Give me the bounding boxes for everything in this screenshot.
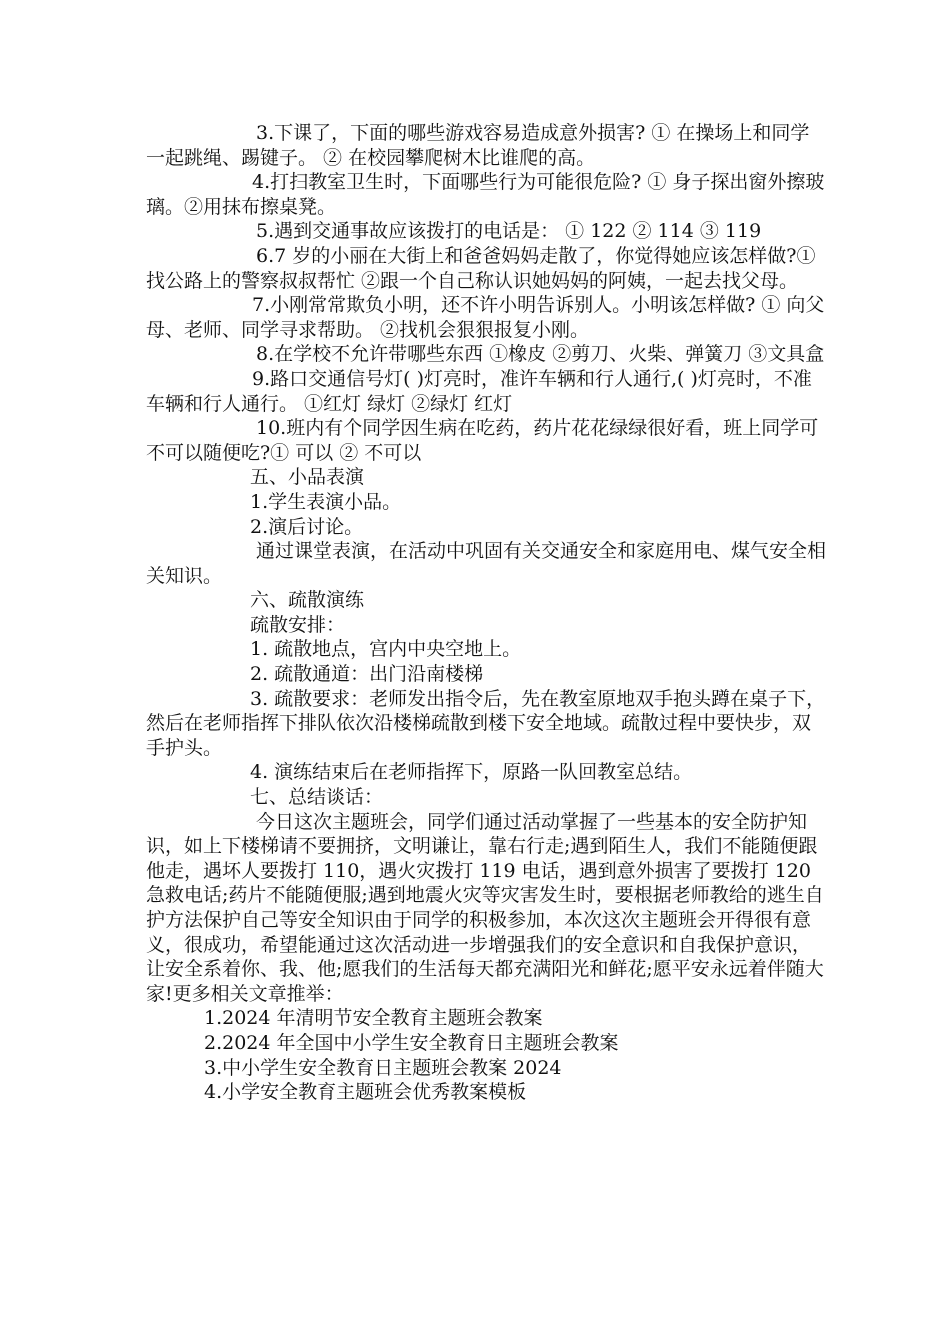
section-heading-evacuation: 六、疏散演练: [250, 589, 365, 612]
question-10: 10.班内有个同学因生病在吃药，药片花花绿绿很好看，班上同学可不可以随便吃?① 可以 ② 不可以: [146, 417, 819, 464]
related-article-link[interactable]: 4.小学安全教育主题班会优秀教案模板: [204, 1081, 527, 1104]
skit-step-1: 1.学生表演小品。: [250, 490, 402, 513]
question-5: 5.遇到交通事故应该拨打的电话是： ① 122 ② 114 ③ 119: [256, 220, 762, 243]
question-9: 9.路口交通信号灯( )灯亮时，准许车辆和行人通行,( )灯亮时，不准车辆和行人通行。 ①红灯 绿灯 ②绿灯 红灯: [146, 367, 812, 415]
related-article-link[interactable]: 2.2024 年全国中小学生安全教育日主题班会教案: [204, 1031, 619, 1054]
summary-paragraph: 今日这次主题班会，同学们通过活动掌握了一些基本的安全防护知识，如上下楼梯请不要拥挤，文明谦让，靠右行走;遇到陌生人，我们不能随便跟他走，遇坏人要拨打 110，遇火灾拨打 119 电话，遇到意外损害了要拨打 120 急救电话;药片不能随便服;遇到地震火灾等灾害发生时，要根据老师教给的逃生自护方法保护自己等安全知识由于同学的积极参加，本次这次主题班会开得很有意义，很成功，希望能通过这次活动进一步增强我们的安全意识和自我保护意识，让安全系着你、我、他;愿我们的生活每天都充满阳光和鲜花;愿平安永远着伴随大家!更多相关文章推举：: [146, 810, 824, 1005]
section-heading-skit: 五、小品表演: [250, 466, 365, 489]
document-body: [146, 121, 826, 1105]
question-3: 3.下课了，下面的哪些游戏容易造成意外损害? ① 在操场上和同学一起跳绳、踢键子。 ② 在校园攀爬树木比谁爬的高。: [146, 122, 810, 169]
evacuation-item-2: 2. 疏散通道：出门沿南楼梯: [250, 663, 484, 686]
evacuation-item-4: 4. 演练结束后在老师指挥下，原路一队回教室总结。: [250, 761, 693, 784]
evacuation-item-1: 1. 疏散地点，宫内中央空地上。: [250, 638, 522, 661]
question-4: 4.打扫教室卫生时，下面哪些行为可能很危险? ① 身子探出窗外擦玻璃。②用抹布擦桌凳。: [146, 171, 825, 218]
question-6: 6.7 岁的小丽在大街上和爸爸妈妈走散了，你觉得她应该怎样做?① 找公路上的警察叔叔帮忙 ②跟一个自己称认识她妈妈的阿姨，一起去找父母。: [146, 244, 816, 292]
skit-purpose: 通过课堂表演，在活动中巩固有关交通安全和家庭用电、煤气安全相关知识。: [146, 540, 827, 587]
evacuation-item-3: 3. 疏散要求：老师发出指令后，先在教室原地双手抱头蹲在桌子下，然后在老师指挥下排队依次沿楼梯疏散到楼下安全地域。疏散过程中要快步，双手护头。: [146, 687, 826, 759]
section-heading-summary: 七、总结谈话：: [250, 786, 384, 809]
question-8: 8.在学校不允许带哪些东西 ①橡皮 ②剪刀、火柴、弹簧刀 ③文具盒: [256, 343, 825, 366]
question-7: 7.小刚常常欺负小明，还不许小明告诉别人。小明该怎样做? ① 向父母、老师、同学寻求帮助。 ②找机会狠狠报复小刚。: [146, 294, 825, 341]
related-article-link[interactable]: 3.中小学生安全教育日主题班会教案 2024: [204, 1056, 562, 1079]
skit-step-2: 2.演后讨论。: [250, 515, 364, 538]
related-article-link[interactable]: 1.2024 年清明节安全教育主题班会教案: [204, 1007, 543, 1030]
evacuation-arrangement: 疏散安排：: [250, 613, 346, 636]
